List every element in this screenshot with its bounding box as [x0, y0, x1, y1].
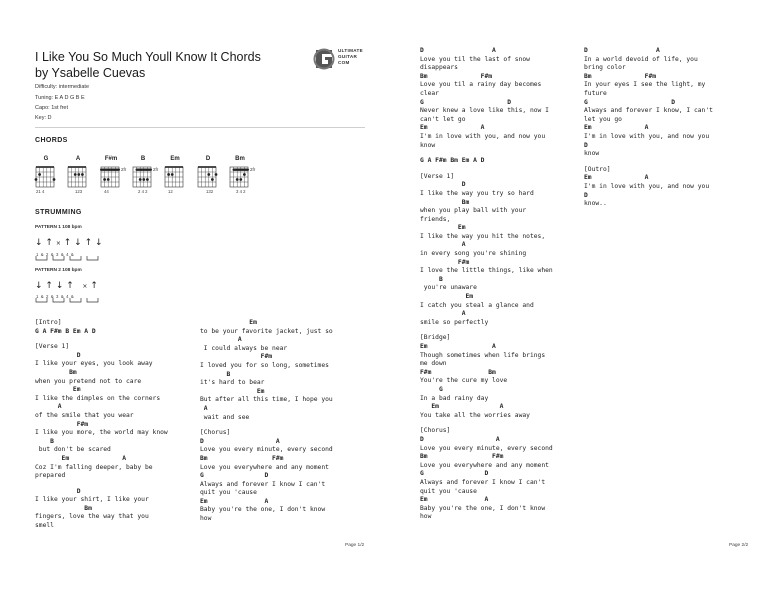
lyrics-column-4: [584, 47, 754, 209]
chord-line: Em: [200, 319, 257, 326]
lyric-line: I catch you steal a glance and: [420, 301, 534, 309]
lyric-line: it's hard to bear: [200, 379, 265, 387]
lyric-line: [Outro]: [584, 165, 611, 173]
capo: Capo: 1st fret: [35, 105, 69, 111]
chord-diagram-a: [68, 167, 86, 187]
lyric-line: Always and forever I know I can't: [200, 480, 326, 488]
lyrics-column-1: [35, 319, 195, 531]
lyric-line: know: [584, 150, 600, 158]
chord-line: Em: [35, 386, 81, 394]
chord-line: D: [420, 181, 466, 189]
chord-line: Em A: [420, 403, 504, 411]
chord-line: Em A: [200, 497, 269, 505]
chord-line: Em A: [420, 343, 496, 350]
chord-line: B: [35, 437, 54, 445]
lyric-line: In a world devoid of life, you: [584, 55, 698, 63]
lyric-line: Always and forever I know I can't: [420, 478, 546, 486]
chord-line: F#m Bm: [420, 368, 496, 376]
chord-line: D A: [200, 437, 280, 445]
chord-line: D: [35, 351, 81, 359]
chord-line: B: [200, 370, 231, 378]
lyric-line: how: [420, 513, 432, 521]
key: Key: D: [35, 115, 52, 121]
chord-line: G D: [200, 472, 269, 480]
pattern-2-label: PATTERN 2 108 bpm: [35, 268, 82, 273]
line-gap: [35, 481, 195, 488]
chord-diagram-b: [133, 167, 159, 187]
lyric-line: I'm in love with you, and now you: [584, 182, 710, 190]
chord-line: G D: [584, 98, 675, 106]
svg-text:2fr: 2fr: [250, 167, 256, 172]
chord-line: G A F#m B Em A D: [35, 327, 96, 335]
chord-line: Em A: [584, 174, 649, 182]
line-gap: [420, 420, 580, 427]
line-gap: [584, 159, 754, 166]
lyric-line: when you pretend not to care: [35, 377, 142, 385]
chord-name-g: G: [43, 156, 49, 162]
chord-line: Bm F#m: [420, 72, 493, 80]
chord-line: Em: [420, 224, 466, 232]
lyric-line: future: [584, 89, 607, 97]
chord-name-bm: Bm: [235, 156, 245, 162]
divider: [35, 127, 365, 128]
line-gap: [420, 166, 580, 173]
lyric-line: You take all the worries away: [420, 411, 530, 419]
chord-line: D A: [420, 47, 496, 54]
chord-line: G: [420, 385, 443, 393]
lyric-line: wait and see: [200, 413, 250, 421]
lyric-line: Love you til the last of snow: [420, 55, 530, 63]
lyric-line: quit you 'cause: [200, 489, 257, 497]
chord-line: B: [420, 275, 443, 283]
svg-text:2fr: 2fr: [153, 167, 159, 172]
logo-text: ULTIMATE GUITAR COM: [338, 48, 363, 65]
chord-line: Bm: [35, 368, 77, 376]
chord-line: A: [35, 403, 62, 411]
lyric-line: Coz I'm falling deeper, baby be: [35, 463, 153, 471]
lyric-line: disappears: [420, 64, 458, 72]
page-1: I Like You So Much Youll Know It Chords by Ysabelle Cuevas ULTIMATE GUITAR COM Difficulty: intermediate Tuning: E A D G B E Capo: 1st fret Key: D CHORDS G A F#m B Em D Bm 2fr 2fr 2fr 21 4 123 44 2 4 2 12 132 3 4 2 STRUMMING PATTERN 1 108 bpm ↓ ↑ × ↑ ↓ ↑ ↓ 1 & 2 & 3 & 4 & PATTERN 2 108 bpm ↓ ↑ ↓ ↑ × ↑ 1 & 2 & 3 & 4 & [Intro] G A F#m B Em A D [Verse 1] D I like your eyes, you look away Bm when you pretend not to care Em I like the dimples on the corners A of the smile that you wear F#m I like you more, the world may know B but don't be scared Em A Coz I'm falling deeper, baby be prepared D I like your shirt, I like your Bm fingers, love the way that you smell Em to be your favorite jacket, just so A I could always be near F#m I loved you for so long, sometimes B it's hard to bear Em But after all this time, I hope you A wait and see [Chorus] D A Love you every minute, every second Bm F#m Love you everywhere and any moment G D Always and forever I know I can't quit you 'cause Em A Baby you're the one, I don't know how Page 1/2: [0, 0, 384, 594]
line-gap: [35, 336, 195, 343]
lyrics-column-2: [200, 319, 370, 524]
lyric-line: I'm in love with you, and now you: [420, 132, 546, 140]
pattern-1-beams: [35, 256, 105, 262]
line-gap: [420, 150, 580, 157]
lyric-line: Love you everywhere and any moment: [420, 461, 549, 469]
chord-diagrams: [34, 164, 266, 194]
chord-diagram-bm: [230, 167, 256, 187]
chord-line: Bm F#m: [200, 454, 284, 462]
chord-line: F#m: [200, 353, 273, 361]
lyric-line: I could always be near: [200, 344, 288, 352]
lyric-line: Though sometimes when life brings: [420, 351, 546, 359]
lyric-line: in every song you're shining: [420, 250, 527, 258]
lyric-line: quit you 'cause: [420, 487, 477, 495]
chords-heading: CHORDS: [35, 137, 68, 144]
lyric-line: [Chorus]: [420, 427, 451, 435]
lyric-line: of the smile that you wear: [35, 411, 134, 419]
pattern-2-counts: 1 & 2 & 3 & 4 &: [36, 294, 74, 299]
chord-line: A: [200, 404, 208, 412]
chord-line: A: [200, 336, 242, 344]
chord-name-a: A: [75, 156, 81, 162]
chord-line: A: [420, 241, 466, 249]
lyric-line: [Chorus]: [200, 429, 231, 437]
lyric-line: In a bad rainy day: [420, 394, 489, 402]
chord-diagram-em: [165, 167, 183, 187]
lyric-line: prepared: [35, 472, 66, 480]
lyric-line: know: [420, 141, 436, 149]
lyric-line: how: [200, 515, 212, 523]
lyric-line: I loved you for so long, sometimes: [200, 361, 329, 369]
lyric-line: I like the way you try so hard: [420, 189, 534, 197]
song-title: I Like You So Much Youll Know It Chords by Ysabelle Cuevas: [35, 50, 261, 80]
chord-line: G A F#m Bm Em A D: [420, 157, 485, 165]
page-number-2: Page 2/2: [729, 543, 749, 548]
chord-line: Em A: [420, 124, 485, 132]
chord-line: Bm: [35, 504, 92, 512]
lyric-line: [Intro]: [35, 319, 62, 326]
lyric-line: You're the cure my love: [420, 377, 508, 385]
chord-line: Bm F#m: [420, 453, 504, 461]
lyric-line: let you go: [584, 115, 622, 123]
line-gap: [200, 422, 370, 429]
svg-text:2fr: 2fr: [121, 167, 127, 172]
lyric-line: Always and forever I know, I can't: [584, 107, 713, 115]
lyric-line: In your eyes I see the light, my: [584, 81, 706, 89]
lyric-line: [Bridge]: [420, 334, 451, 342]
chord-diagram-d: [198, 167, 217, 187]
chord-line: Bm: [420, 198, 470, 206]
chord-line: A: [420, 310, 466, 318]
page-number-1: Page 1/2: [345, 543, 365, 548]
lyric-line: Baby you're the one, I don't know: [200, 506, 326, 514]
lyric-line: [Verse 1]: [35, 343, 70, 351]
lyric-line: [Verse 1]: [420, 172, 455, 180]
pattern-2-arrows: ↓ ↑ ↓ ↑ × ↑: [35, 281, 98, 291]
chord-line: G D: [420, 470, 489, 478]
line-gap: [420, 327, 580, 334]
lyric-line: But after all this time, I hope you: [200, 396, 333, 404]
chord-line: D A: [584, 47, 660, 54]
pattern-2-beams: [35, 298, 105, 304]
chord-line: Bm F#m: [584, 72, 657, 80]
lyric-line: can't let go: [420, 115, 466, 123]
lyric-line: bring color: [584, 64, 626, 72]
lyric-line: I like the dimples on the corners: [35, 394, 161, 402]
lyric-line: I like the way you hit the notes,: [420, 232, 546, 240]
page-2: [384, 0, 768, 594]
lyric-line: Love you every minute, every second: [200, 446, 333, 454]
chord-name-d: D: [205, 156, 211, 162]
lyric-line: me down: [420, 360, 447, 368]
lyric-line: Never knew a love like this, now I: [420, 107, 549, 115]
lyric-line: but don't be scared: [35, 446, 111, 454]
chord-diagram-g: [35, 167, 56, 187]
lyric-line: when you play ball with your: [420, 207, 527, 215]
chord-line: D A: [420, 435, 500, 443]
difficulty: Difficulty: intermediate: [35, 84, 90, 90]
chord-line: F#m: [420, 258, 470, 266]
chord-name-em: Em: [170, 156, 180, 162]
chord-diagram-fsharpm: [100, 167, 127, 187]
chord-line: D: [35, 487, 81, 495]
chord-line: Em A: [584, 124, 649, 132]
lyric-line: Love you til a rainy day becomes: [420, 81, 542, 89]
chord-name-fsharpm: F#m: [104, 156, 118, 162]
lyric-line: clear: [420, 89, 439, 97]
pattern-1-arrows: ↓ ↑ × ↑ ↓ ↑ ↓: [35, 238, 103, 248]
lyric-line: to be your favorite jacket, just so: [200, 327, 333, 335]
chord-line: Em A: [420, 496, 489, 504]
pattern-1-counts: 1 & 2 & 3 & 4 &: [36, 252, 74, 257]
tuning: Tuning: E A D G B E: [35, 95, 85, 101]
lyric-line: Baby you're the one, I don't know: [420, 504, 546, 512]
lyric-line: I love the little things, like when: [420, 267, 553, 275]
lyric-line: friends,: [420, 215, 451, 223]
chord-line: Em: [420, 293, 474, 301]
lyric-line: you're unaware: [420, 284, 477, 292]
chord-line: Em A: [35, 454, 126, 462]
strumming-heading: STRUMMING: [35, 209, 82, 216]
lyric-line: smile so perfectly: [420, 318, 489, 326]
chord-name-b: B: [140, 156, 146, 162]
chord-line: D: [584, 191, 588, 199]
chord-line: D: [584, 141, 588, 149]
lyric-line: I like your shirt, I like your: [35, 496, 149, 504]
lyric-line: fingers, love the way that you: [35, 513, 149, 521]
chord-line: G D: [420, 98, 511, 106]
chord-line: Em: [200, 387, 265, 395]
chord-line: F#m: [35, 420, 89, 428]
pattern-1-label: PATTERN 1 108 bpm: [35, 225, 82, 230]
lyric-line: I'm in love with you, and now you: [584, 132, 710, 140]
lyrics-column-3: [420, 47, 580, 522]
lyric-line: I like your eyes, you look away: [35, 360, 153, 368]
lyric-line: Love you everywhere and any moment: [200, 463, 329, 471]
lyric-line: I like you more, the world may know: [35, 429, 168, 437]
lyric-line: Love you every minute, every second: [420, 444, 553, 452]
lyric-line: know..: [584, 200, 607, 208]
lyric-line: smell: [35, 522, 54, 530]
